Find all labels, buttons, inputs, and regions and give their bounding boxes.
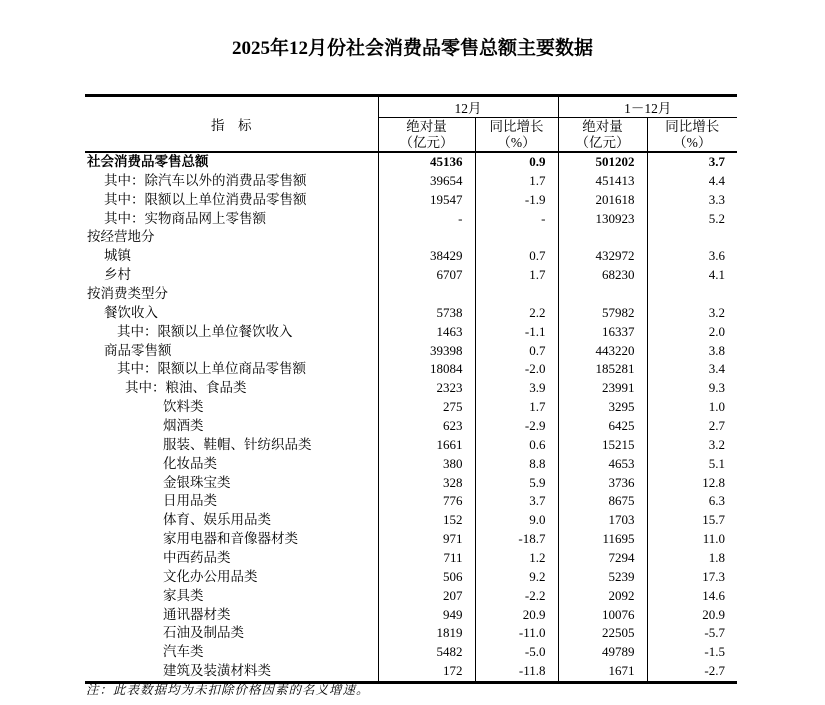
- value-dec-yoy: -2.9: [475, 417, 558, 436]
- value-dec-yoy: -1.9: [475, 191, 558, 210]
- value-ytd-yoy: 12.8: [647, 474, 737, 493]
- table-row: [85, 474, 737, 493]
- value-ytd-yoy: 3.2: [647, 436, 737, 455]
- value-ytd-abs: 4653: [558, 455, 647, 474]
- header-line: （亿元）: [575, 134, 630, 150]
- table-body: [85, 152, 737, 683]
- table-row: [85, 228, 737, 247]
- value-ytd-yoy: 4.1: [647, 266, 737, 285]
- value-ytd-abs: 11695: [558, 530, 647, 549]
- row-label: 餐饮收入: [104, 304, 158, 320]
- header-indicator: 指 标: [85, 96, 378, 153]
- value-ytd-abs: [558, 285, 647, 304]
- value-dec-abs: 18084: [378, 360, 475, 379]
- table-row: [85, 285, 737, 304]
- value-dec-yoy: -5.0: [475, 643, 558, 662]
- table-row: [85, 417, 737, 436]
- value-ytd-yoy: 15.7: [647, 511, 737, 530]
- table-row: [85, 323, 737, 342]
- value-dec-abs: 328: [378, 474, 475, 493]
- value-ytd-yoy: 3.7: [647, 152, 737, 172]
- row-label: 体育、娱乐用品类: [163, 512, 271, 528]
- table-row: [85, 191, 737, 210]
- value-ytd-yoy: 9.3: [647, 379, 737, 398]
- row-label: 其中：限额以上单位消费品零售额: [104, 191, 307, 207]
- row-label: 通讯器材类: [163, 606, 231, 622]
- table-row: [85, 643, 737, 662]
- row-label: 其中：除汽车以外的消费品零售额: [104, 172, 307, 188]
- value-dec-abs: 1819: [378, 624, 475, 643]
- value-dec-yoy: -11.0: [475, 624, 558, 643]
- value-ytd-yoy: 3.3: [647, 191, 737, 210]
- row-label: 烟酒类: [163, 418, 204, 434]
- table-row: [85, 587, 737, 606]
- value-ytd-abs: 201618: [558, 191, 647, 210]
- value-dec-yoy: 3.7: [475, 492, 558, 511]
- value-ytd-yoy: 2.7: [647, 417, 737, 436]
- row-label: 建筑及装潢材料类: [163, 663, 271, 679]
- value-ytd-yoy: 5.2: [647, 210, 737, 229]
- value-dec-abs: 275: [378, 398, 475, 417]
- value-ytd-yoy: 3.4: [647, 360, 737, 379]
- row-label: 乡村: [104, 267, 131, 283]
- row-label: 社会消费品零售总额: [87, 154, 209, 169]
- value-dec-yoy: 9.0: [475, 511, 558, 530]
- value-dec-yoy: 5.9: [475, 474, 558, 493]
- value-dec-abs: 152: [378, 511, 475, 530]
- value-ytd-abs: [558, 228, 647, 247]
- value-ytd-abs: 5239: [558, 568, 647, 587]
- footnote: 注：此表数据均为未扣除价格因素的名义增速。: [86, 683, 370, 697]
- value-dec-yoy: 1.7: [475, 172, 558, 191]
- value-ytd-yoy: 1.8: [647, 549, 737, 568]
- row-label: 汽车类: [163, 644, 204, 660]
- value-ytd-abs: 432972: [558, 247, 647, 266]
- value-dec-abs: 1661: [378, 436, 475, 455]
- table-header: [85, 96, 737, 153]
- value-dec-yoy: 0.6: [475, 436, 558, 455]
- row-label: 日用品类: [163, 493, 217, 509]
- table-row: [85, 624, 737, 643]
- header-ytd-absolute: [558, 118, 647, 153]
- table-row: [85, 568, 737, 587]
- row-label: 化妆品类: [163, 455, 217, 471]
- header-group-december: 12月: [378, 96, 558, 118]
- value-ytd-abs: 15215: [558, 436, 647, 455]
- value-ytd-yoy: 5.1: [647, 455, 737, 474]
- value-dec-yoy: -: [475, 210, 558, 229]
- row-label: 商品零售额: [104, 342, 172, 358]
- table-row: [85, 210, 737, 229]
- value-ytd-yoy: 11.0: [647, 530, 737, 549]
- value-dec-yoy: [475, 285, 558, 304]
- retail-sales-table: [85, 94, 737, 684]
- value-ytd-abs: 3736: [558, 474, 647, 493]
- value-dec-abs: 207: [378, 587, 475, 606]
- value-ytd-abs: 16337: [558, 323, 647, 342]
- value-ytd-yoy: 4.4: [647, 172, 737, 191]
- value-ytd-yoy: [647, 285, 737, 304]
- row-label: 家用电器和音像器材类: [163, 531, 298, 547]
- value-dec-abs: 38429: [378, 247, 475, 266]
- header-dec-yoy: [475, 118, 558, 153]
- value-dec-yoy: 3.9: [475, 379, 558, 398]
- header-group-row: [85, 96, 737, 118]
- value-dec-abs: [378, 228, 475, 247]
- value-ytd-abs: 8675: [558, 492, 647, 511]
- header-line: 绝对量: [406, 119, 447, 134]
- table-row: [85, 379, 737, 398]
- table-row: [85, 247, 737, 266]
- value-dec-abs: 39654: [378, 172, 475, 191]
- value-dec-abs: 776: [378, 492, 475, 511]
- row-label: 家具类: [163, 587, 204, 603]
- value-ytd-yoy: -1.5: [647, 643, 737, 662]
- value-dec-abs: -: [378, 210, 475, 229]
- table-row: [85, 606, 737, 625]
- value-dec-abs: 506: [378, 568, 475, 587]
- value-ytd-abs: 10076: [558, 606, 647, 625]
- row-label: 其中：实物商品网上零售额: [104, 210, 266, 226]
- value-ytd-yoy: 17.3: [647, 568, 737, 587]
- row-label: 石油及制品类: [163, 625, 244, 641]
- value-dec-abs: 380: [378, 455, 475, 474]
- value-dec-yoy: 1.2: [475, 549, 558, 568]
- value-dec-yoy: -11.8: [475, 662, 558, 682]
- row-label: 其中：限额以上单位餐饮收入: [117, 323, 293, 339]
- value-dec-yoy: 0.7: [475, 342, 558, 361]
- value-dec-yoy: -1.1: [475, 323, 558, 342]
- header-ytd-yoy: [647, 118, 737, 153]
- value-dec-abs: 19547: [378, 191, 475, 210]
- table-row: [85, 304, 737, 323]
- header-line: （%）: [497, 134, 536, 150]
- value-dec-yoy: 2.2: [475, 304, 558, 323]
- value-dec-yoy: -18.7: [475, 530, 558, 549]
- value-ytd-yoy: 20.9: [647, 606, 737, 625]
- header-line: 同比增长: [489, 119, 544, 134]
- value-ytd-yoy: 3.2: [647, 304, 737, 323]
- value-dec-yoy: 1.7: [475, 266, 558, 285]
- row-label: 文化办公用品类: [163, 568, 258, 584]
- table-row: [85, 172, 737, 191]
- value-ytd-abs: 3295: [558, 398, 647, 417]
- row-label: 城镇: [104, 248, 131, 264]
- header-line: （%）: [673, 134, 712, 150]
- header-group-jan-dec: 1－12月: [558, 96, 737, 118]
- header-line: 绝对量: [582, 119, 623, 134]
- row-label: 服装、鞋帽、针纺织品类: [163, 436, 312, 452]
- value-dec-yoy: 20.9: [475, 606, 558, 625]
- value-ytd-yoy: 3.8: [647, 342, 737, 361]
- value-dec-yoy: 9.2: [475, 568, 558, 587]
- value-ytd-abs: 57982: [558, 304, 647, 323]
- table-row: [85, 266, 737, 285]
- table-row: [85, 436, 737, 455]
- value-dec-yoy: 0.7: [475, 247, 558, 266]
- table-row: [85, 455, 737, 474]
- value-dec-abs: 39398: [378, 342, 475, 361]
- value-ytd-abs: 6425: [558, 417, 647, 436]
- value-dec-abs: 623: [378, 417, 475, 436]
- value-dec-abs: 5482: [378, 643, 475, 662]
- row-label: 中西药品类: [163, 550, 231, 566]
- value-ytd-abs: 130923: [558, 210, 647, 229]
- value-dec-yoy: 8.8: [475, 455, 558, 474]
- table-row: [85, 342, 737, 361]
- value-ytd-yoy: 1.0: [647, 398, 737, 417]
- value-ytd-abs: 501202: [558, 152, 647, 172]
- row-label: 其中：粮油、食品类: [125, 380, 247, 396]
- value-dec-abs: 172: [378, 662, 475, 682]
- value-dec-yoy: 0.9: [475, 152, 558, 172]
- value-dec-abs: [378, 285, 475, 304]
- table-row: [85, 360, 737, 379]
- value-ytd-abs: 451413: [558, 172, 647, 191]
- row-label: 饮料类: [163, 399, 204, 415]
- value-ytd-abs: 23991: [558, 379, 647, 398]
- value-ytd-abs: 68230: [558, 266, 647, 285]
- value-ytd-yoy: 3.6: [647, 247, 737, 266]
- value-ytd-yoy: 2.0: [647, 323, 737, 342]
- value-dec-abs: 1463: [378, 323, 475, 342]
- table-row: [85, 549, 737, 568]
- value-dec-abs: 5738: [378, 304, 475, 323]
- row-label: 金银珠宝类: [163, 474, 231, 490]
- value-ytd-abs: 443220: [558, 342, 647, 361]
- header-dec-absolute: [378, 118, 475, 153]
- row-label: 其中：限额以上单位商品零售额: [117, 361, 306, 377]
- value-dec-abs: 45136: [378, 152, 475, 172]
- value-ytd-abs: 185281: [558, 360, 647, 379]
- value-dec-abs: 6707: [378, 266, 475, 285]
- value-dec-yoy: [475, 228, 558, 247]
- value-dec-abs: 971: [378, 530, 475, 549]
- value-dec-abs: 2323: [378, 379, 475, 398]
- table-container: [85, 94, 737, 684]
- table-row: [85, 530, 737, 549]
- row-label: 按消费类型分: [87, 286, 168, 302]
- value-ytd-yoy: 14.6: [647, 587, 737, 606]
- value-ytd-abs: 22505: [558, 624, 647, 643]
- value-ytd-yoy: -5.7: [647, 624, 737, 643]
- value-dec-yoy: -2.0: [475, 360, 558, 379]
- table-row: [85, 398, 737, 417]
- header-line: （亿元）: [399, 134, 454, 150]
- value-ytd-abs: 49789: [558, 643, 647, 662]
- header-line: 同比增长: [665, 119, 720, 134]
- value-ytd-yoy: -2.7: [647, 662, 737, 682]
- page-title: 2025年12月份社会消费品零售总额主要数据: [231, 38, 593, 59]
- value-dec-yoy: 1.7: [475, 398, 558, 417]
- value-ytd-abs: 1671: [558, 662, 647, 682]
- value-ytd-yoy: 6.3: [647, 492, 737, 511]
- table-row: [85, 492, 737, 511]
- value-ytd-abs: 7294: [558, 549, 647, 568]
- value-ytd-yoy: [647, 228, 737, 247]
- row-label: 按经营地分: [87, 229, 155, 245]
- table-row: [85, 511, 737, 530]
- value-dec-yoy: -2.2: [475, 587, 558, 606]
- value-ytd-abs: 1703: [558, 511, 647, 530]
- value-ytd-abs: 2092: [558, 587, 647, 606]
- value-dec-abs: 949: [378, 606, 475, 625]
- table-row: [85, 152, 737, 172]
- value-dec-abs: 711: [378, 549, 475, 568]
